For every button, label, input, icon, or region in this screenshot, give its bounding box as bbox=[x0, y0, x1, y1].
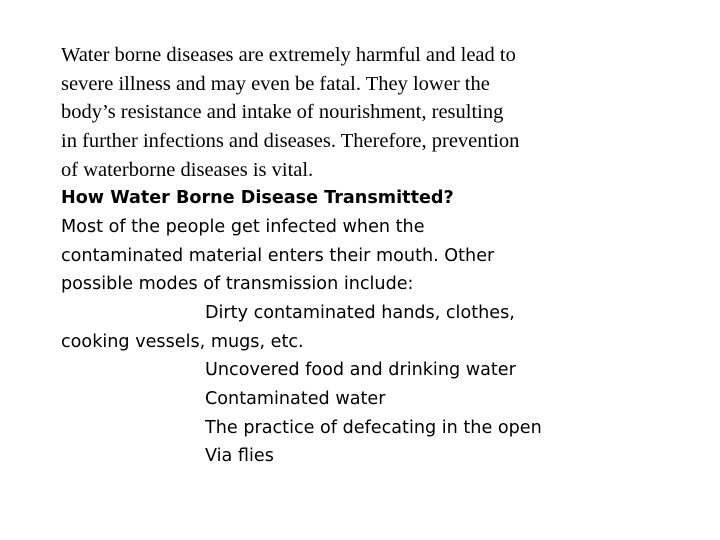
body-line: Most of the people get infected when the bbox=[61, 217, 425, 237]
intro-paragraph bbox=[61, 41, 621, 184]
intro-line: in further infections and diseases. Therefore, prevention bbox=[61, 130, 520, 153]
list-item: Dirty contaminated hands, clothes, bbox=[205, 303, 515, 323]
section-heading: How Water Borne Disease Transmitted? bbox=[61, 188, 454, 208]
section-body bbox=[61, 213, 661, 299]
list-item: Uncovered food and drinking water bbox=[205, 360, 516, 381]
intro-line: severe illness and may even be fatal. They lower the bbox=[61, 72, 490, 95]
intro-line: body’s resistance and intake of nourishment, resulting bbox=[61, 101, 504, 124]
list-item-continuation: cooking vessels, mugs, etc. bbox=[61, 331, 304, 352]
list-item: The practice of defecating in the open bbox=[205, 417, 542, 438]
list-item: Via flies bbox=[205, 446, 274, 467]
transmission-list bbox=[61, 299, 661, 471]
body-line: possible modes of transmission include: bbox=[61, 274, 414, 295]
intro-line: of waterborne diseases is vital. bbox=[61, 158, 314, 181]
list-item: Contaminated water bbox=[205, 389, 386, 410]
intro-line: Water borne diseases are extremely harmful and lead to bbox=[61, 44, 516, 66]
body-line: contaminated material enters their mouth. Other bbox=[61, 245, 495, 266]
